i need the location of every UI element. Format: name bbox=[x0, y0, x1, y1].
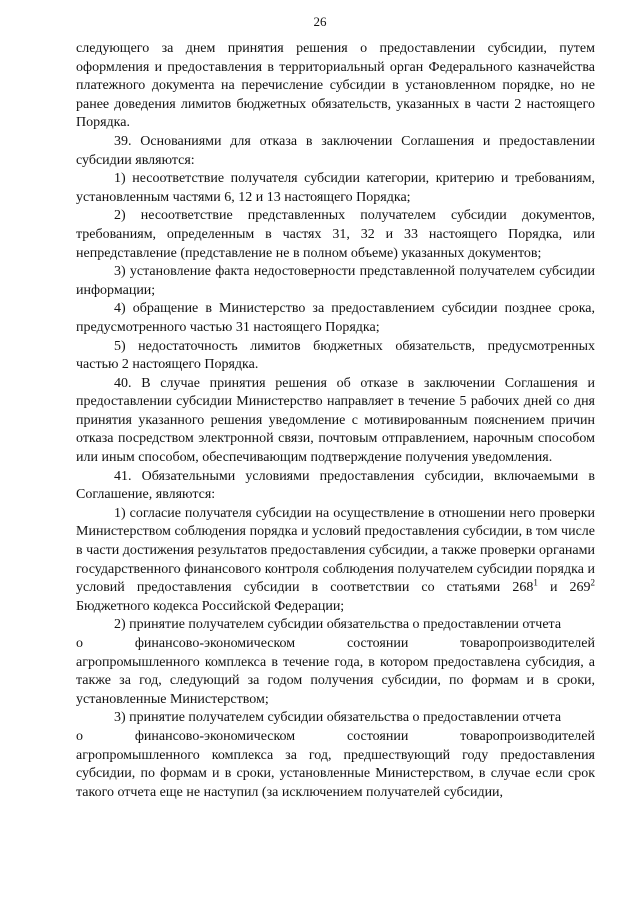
paragraph-40: 40. В случае принятия решения об отказе в заключении Соглашения и предоставлении субсидии Министерство направляет в течение 5 рабочих дней со дня принятия указанного решения уведомление с мотивированным пояснением причин отказа посредством электронной связи, почтовым отправлением, нарочным способом или иным способом, обеспечивающим подтверждение получения уведомления. bbox=[76, 375, 595, 466]
paragraph-41-item-2-rest: агропромышленного комплекса в течение года, в котором предоставлена субсидия, а также за год, следующий за годом получения субсидии, по формам и в сроки, установленные Министерством; bbox=[76, 654, 595, 707]
paragraph-39-item-4: 4) обращение в Министерство за предоставлением субсидии позднее срока, предусмотренного частью 31 настоящего Порядка; bbox=[76, 301, 595, 335]
page-number: 26 bbox=[313, 14, 327, 29]
superscript-2: 2 bbox=[590, 577, 595, 588]
document-body bbox=[76, 40, 595, 802]
superscript-1: 1 bbox=[533, 577, 538, 588]
paragraph-41-item-1-text-a: 1) согласие получателя субсидии на осуществление в отношении него проверки Министерством соблюдения порядка и условий предоставления субсидии, в том числе в части достижения результатов предоставления субсидии, а также проверки органами государственного финансового контроля соблюдения получателем субсидии порядка и условий предоставления субсидии в соответствии со статьями 268 bbox=[76, 505, 595, 596]
paragraph-41: 41. Обязательными условиями предоставления субсидии, включаемыми в Соглашение, являются: bbox=[76, 468, 595, 503]
paragraph-41-item-3-rest: агропромышленного комплекса за год, предшествующий году предоставления субсидии, по формам и в сроки, установленные Министерством, в случае если срок такого отчета еще не наступил (за исключением получателей субсидии, bbox=[76, 747, 595, 800]
paragraph-39-item-5: 5) недостаточность лимитов бюджетных обязательств, предусмотренных частью 2 настоящего Порядка. bbox=[76, 338, 595, 373]
paragraph-41-item-2-line-2: о финансово-экономическом состоянии товаропроизводителей bbox=[76, 636, 595, 651]
paragraph-41-item-3-line-1: 3) принятие получателем субсидии обязательства о предоставлении отчета bbox=[114, 710, 562, 726]
paragraph-41-item-3-line-2: о финансово-экономическом состоянии товаропроизводителей bbox=[76, 728, 595, 744]
paragraph-39-item-3: 3) установление факта недостоверности представленной получателем субсидии информации; bbox=[76, 264, 595, 298]
paragraph-39-item-2: 2) несоответствие представленных получателем субсидии документов, требованиям, определенным в частях 31, 32 и 33 настоящего Порядка, или непредставление (представление не в полном объеме) указанных документов; bbox=[76, 208, 595, 261]
paragraph-continuation: следующего за днем принятия решения о предоставлении субсидии, путем оформления и предоставления в территориальный орган Федерального казначейства платежного документа на перечисление субсидии в установленном порядке, но не ранее доведения лимитов бюджетных обязательств, указанных в части 2 настоящего Порядка. bbox=[76, 41, 595, 131]
paragraph-41-item-1 bbox=[76, 505, 595, 617]
paragraph-41-item-1-text-c: Бюджетного кодекса Российской Федерации; bbox=[76, 598, 345, 614]
paragraph-39: 39. Основаниями для отказа в заключении Соглашения и предоставлении субсидии являются: bbox=[76, 133, 595, 168]
paragraph-39-item-1: 1) несоответствие получателя субсидии категории, критерию и требованиям, установленным частями 6, 12 и 13 настоящего Порядка; bbox=[76, 171, 595, 205]
paragraph-41-item-2-line-1: 2) принятие получателем субсидии обязательства о предоставлении отчета bbox=[114, 617, 562, 633]
paragraph-41-item-1-text-b: и 269 bbox=[537, 580, 591, 596]
